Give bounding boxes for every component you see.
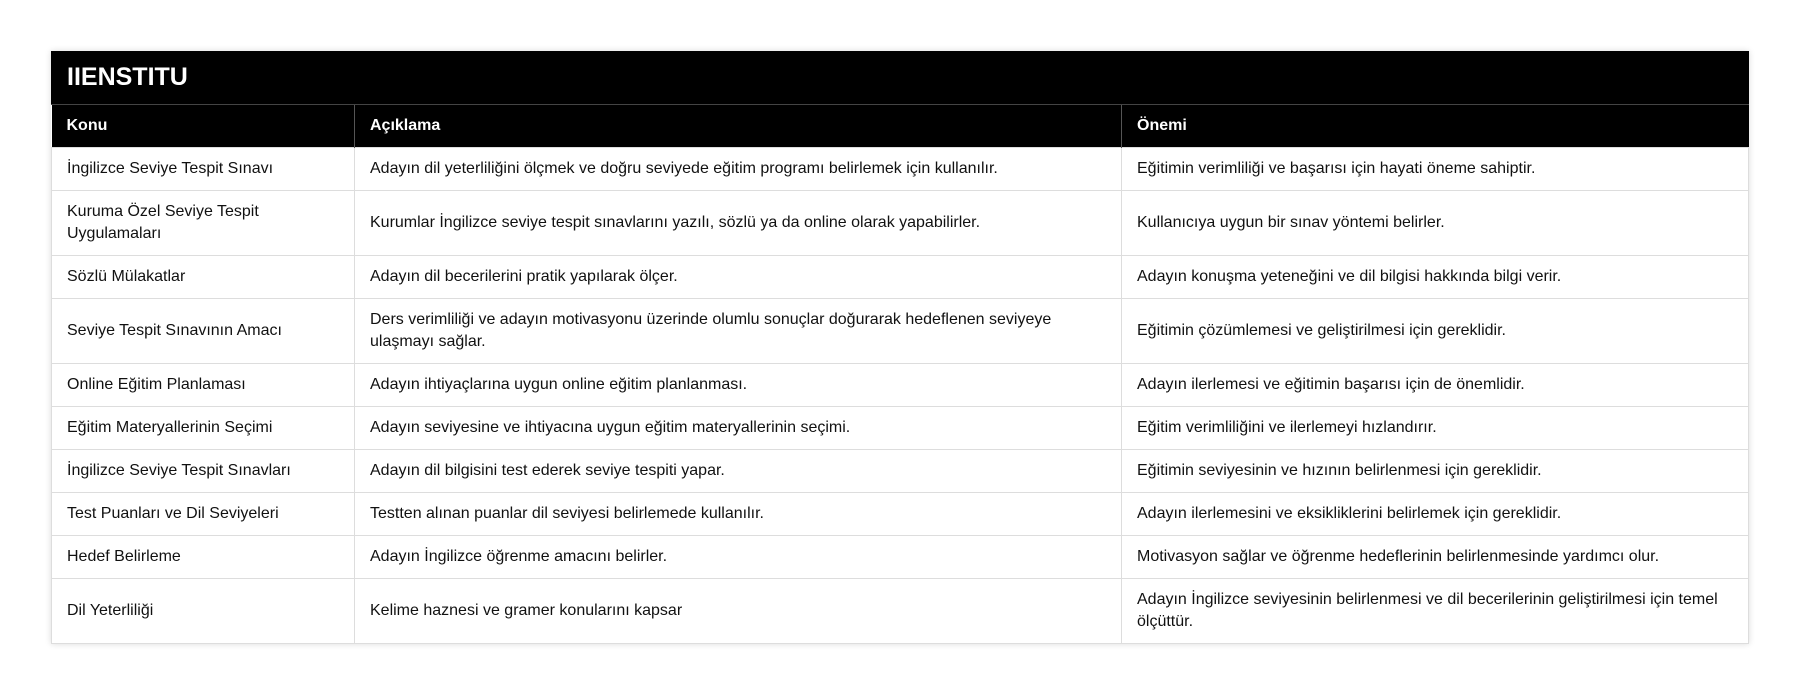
cell-description: Adayın dil bilgisini test ederek seviye tespiti yapar. <box>355 450 1122 493</box>
cell-topic: İngilizce Seviye Tespit Sınavları <box>52 450 355 493</box>
cell-importance: Motivasyon sağlar ve öğrenme hedeflerinin belirlenmesinde yardımcı olur. <box>1122 536 1749 579</box>
cell-topic: Sözlü Mülakatlar <box>52 256 355 299</box>
cell-description: Testten alınan puanlar dil seviyesi belirlemede kullanılır. <box>355 493 1122 536</box>
cell-topic: Online Eğitim Planlaması <box>52 364 355 407</box>
cell-importance: Adayın ilerlemesini ve eksikliklerini belirlemek için gereklidir. <box>1122 493 1749 536</box>
cell-description: Kelime haznesi ve gramer konularını kapsar <box>355 579 1122 644</box>
cell-topic: Dil Yeterliliği <box>52 579 355 644</box>
cell-description: Adayın dil becerilerini pratik yapılarak ölçer. <box>355 256 1122 299</box>
cell-importance: Eğitimin seviyesinin ve hızının belirlenmesi için gereklidir. <box>1122 450 1749 493</box>
table-row <box>52 256 1749 299</box>
info-table-card <box>51 51 1749 644</box>
table-title: IIENSTITU <box>51 51 1749 105</box>
cell-description: Adayın ihtiyaçlarına uygun online eğitim planlanması. <box>355 364 1122 407</box>
table-row <box>52 579 1749 644</box>
cell-importance: Eğitim verimliliğini ve ilerlemeyi hızlandırır. <box>1122 407 1749 450</box>
column-header-aciklama: Açıklama <box>355 105 1122 148</box>
cell-topic: Test Puanları ve Dil Seviyeleri <box>52 493 355 536</box>
table-row <box>52 450 1749 493</box>
cell-importance: Eğitimin çözümlemesi ve geliştirilmesi için gereklidir. <box>1122 299 1749 364</box>
header-row <box>52 105 1749 148</box>
cell-description: Ders verimliliği ve adayın motivasyonu üzerinde olumlu sonuçlar doğurarak hedeflenen seviyeye ulaşmayı sağlar. <box>355 299 1122 364</box>
table-row <box>52 364 1749 407</box>
table-row <box>52 407 1749 450</box>
cell-topic: Kuruma Özel Seviye Tespit Uygulamaları <box>52 191 355 256</box>
cell-description: Kurumlar İngilizce seviye tespit sınavlarını yazılı, sözlü ya da online olarak yapabilirler. <box>355 191 1122 256</box>
info-table <box>51 105 1749 644</box>
cell-description: Adayın İngilizce öğrenme amacını belirler. <box>355 536 1122 579</box>
column-header-onemi: Önemi <box>1122 105 1749 148</box>
column-header-konu: Konu <box>52 105 355 148</box>
cell-topic: Eğitim Materyallerinin Seçimi <box>52 407 355 450</box>
table-row <box>52 148 1749 191</box>
cell-importance: Adayın konuşma yeteneğini ve dil bilgisi hakkında bilgi verir. <box>1122 256 1749 299</box>
cell-topic: Seviye Tespit Sınavının Amacı <box>52 299 355 364</box>
cell-importance: Adayın İngilizce seviyesinin belirlenmesi ve dil becerilerinin geliştirilmesi için temel ölçüttür. <box>1122 579 1749 644</box>
table-row <box>52 536 1749 579</box>
cell-topic: İngilizce Seviye Tespit Sınavı <box>52 148 355 191</box>
table-row <box>52 493 1749 536</box>
table-row <box>52 191 1749 256</box>
table-row <box>52 299 1749 364</box>
cell-importance: Eğitimin verimliliği ve başarısı için hayati öneme sahiptir. <box>1122 148 1749 191</box>
cell-description: Adayın seviyesine ve ihtiyacına uygun eğitim materyallerinin seçimi. <box>355 407 1122 450</box>
cell-importance: Adayın ilerlemesi ve eğitimin başarısı için de önemlidir. <box>1122 364 1749 407</box>
cell-importance: Kullanıcıya uygun bir sınav yöntemi belirler. <box>1122 191 1749 256</box>
cell-description: Adayın dil yeterliliğini ölçmek ve doğru seviyede eğitim programı belirlemek için kullanılır. <box>355 148 1122 191</box>
cell-topic: Hedef Belirleme <box>52 536 355 579</box>
